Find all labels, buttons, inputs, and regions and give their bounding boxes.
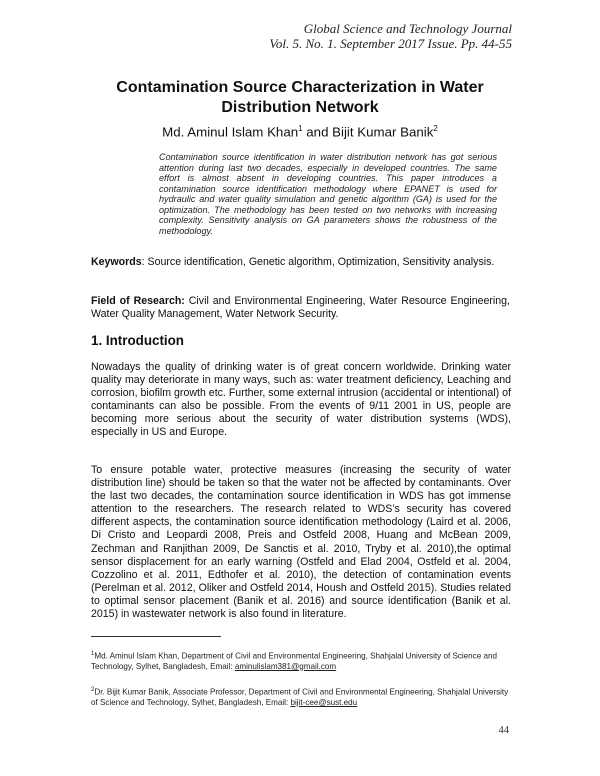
abstract: Contamination source identification in water distribution network has got serious attention during last two decades, especially in developed countries. The same effort is almost absent in developing countries. This paper introduces a contamination source identification methodology where EPANET is used for hydraulic and water quality simulation and genetic algorithm (GA) is used for the optimization. The methodology has been tested on two networks with increasing complexity. Sensitivity analysis on GA parameters shows the robustness of the methodology. <box>159 152 497 236</box>
journal-issue: Vol. 5. No. 1. September 2017 Issue. Pp. 44-55 <box>269 36 512 51</box>
footnote-1-email-link[interactable]: aminulislam381@gmail.com <box>234 661 337 671</box>
intro-paragraph-2: To ensure potable water, protective measures (increasing the security of water distribution line) should be taken so that the water not be affected by contaminants. Over the last two decades, the contamination source identification in WDS has got immense attention to the researchers. The research related to WDS’s security has covered different aspects, the contamination source identification methodology (Laird et al. 2006, Di Cristo and Leopardi 2008, Preis and Ostfeld 2008, Huang and McBean 2009, Zechman and Ranjithan 2009, De Sanctis et al. 2010, Tryby et al. 2010),the optimal sensor displacement for an early warning (Ostfeld and Elad 2004, Ostfeld et al. 2004, Cozzolino et al. 2011, Edthofer et al. 2010), the detection of contamination events (Perelman et al. 2012, Oliker and Ostfeld 2014, Housh and Ostfeld 2015). Studies related to optimal sensor placement (Banik et al. 2016) and source identification (Banik et al. 2015) in wastewater network is also found in literature. <box>91 464 511 621</box>
footnote-divider <box>91 636 221 637</box>
footnote-1 <box>91 649 510 672</box>
keywords <box>91 256 510 269</box>
footnote-2 <box>91 685 510 708</box>
footnote-2-mark: 2 <box>91 687 95 693</box>
keywords-text: : Source identification, Genetic algorithm, Optimization, Sensitivity analysis. <box>141 256 495 268</box>
footnote-2-email-link[interactable]: bijit-cee@sust.edu <box>290 697 358 707</box>
field-of-research-text: Civil and Environmental Engineering, Water Resource Engineering, Water Quality Management, Water Network Security. <box>91 295 510 320</box>
journal-header <box>269 21 512 51</box>
author-line <box>90 124 510 139</box>
author-1-mark: 1 <box>298 124 303 133</box>
field-of-research <box>91 295 510 321</box>
footnote-1-mark: 1 <box>91 651 95 657</box>
intro-paragraph-1: Nowadays the quality of drinking water is of great concern worldwide. Drinking water quality may deteriorate in many ways, such as: water treatment deficiency, Leaching and corrosion, biofilm growth etc. Further, some external intrusion (accidental or intentional) of contaminants can also be possible. From the events of 9/11 2001 in US, people are becoming more serious about the security of water distribution systems (WDS), especially in US and Europe. <box>91 361 511 439</box>
page-number: 44 <box>498 725 509 736</box>
footnote-1-text: Md. Aminul Islam Khan, Department of Civil and Environmental Engineering, Shahjalal University of Science and Technology, Sylhet, Bangladesh, Email: <box>91 651 497 671</box>
journal-name: Global Science and Technology Journal <box>303 21 512 36</box>
keywords-label: Keywords <box>91 256 142 268</box>
author-2: Bijit Kumar Banik <box>332 124 434 140</box>
section-heading-introduction: 1. Introduction <box>91 333 184 348</box>
paper-title: Contamination Source Characterization in Water Distribution Network <box>116 79 484 116</box>
footnote-2-text: Dr. Bijit Kumar Banik, Associate Professor, Department of Civil and Environmental Engineering, Shahjalal University of Science and Technology, Sylhet, Bangladesh, Email: <box>91 687 509 707</box>
field-of-research-label: Field of Research: <box>91 295 185 307</box>
author-connector: and <box>302 124 333 140</box>
author-1: Md. Aminul Islam Khan <box>162 124 299 140</box>
author-2-mark: 2 <box>433 124 438 133</box>
